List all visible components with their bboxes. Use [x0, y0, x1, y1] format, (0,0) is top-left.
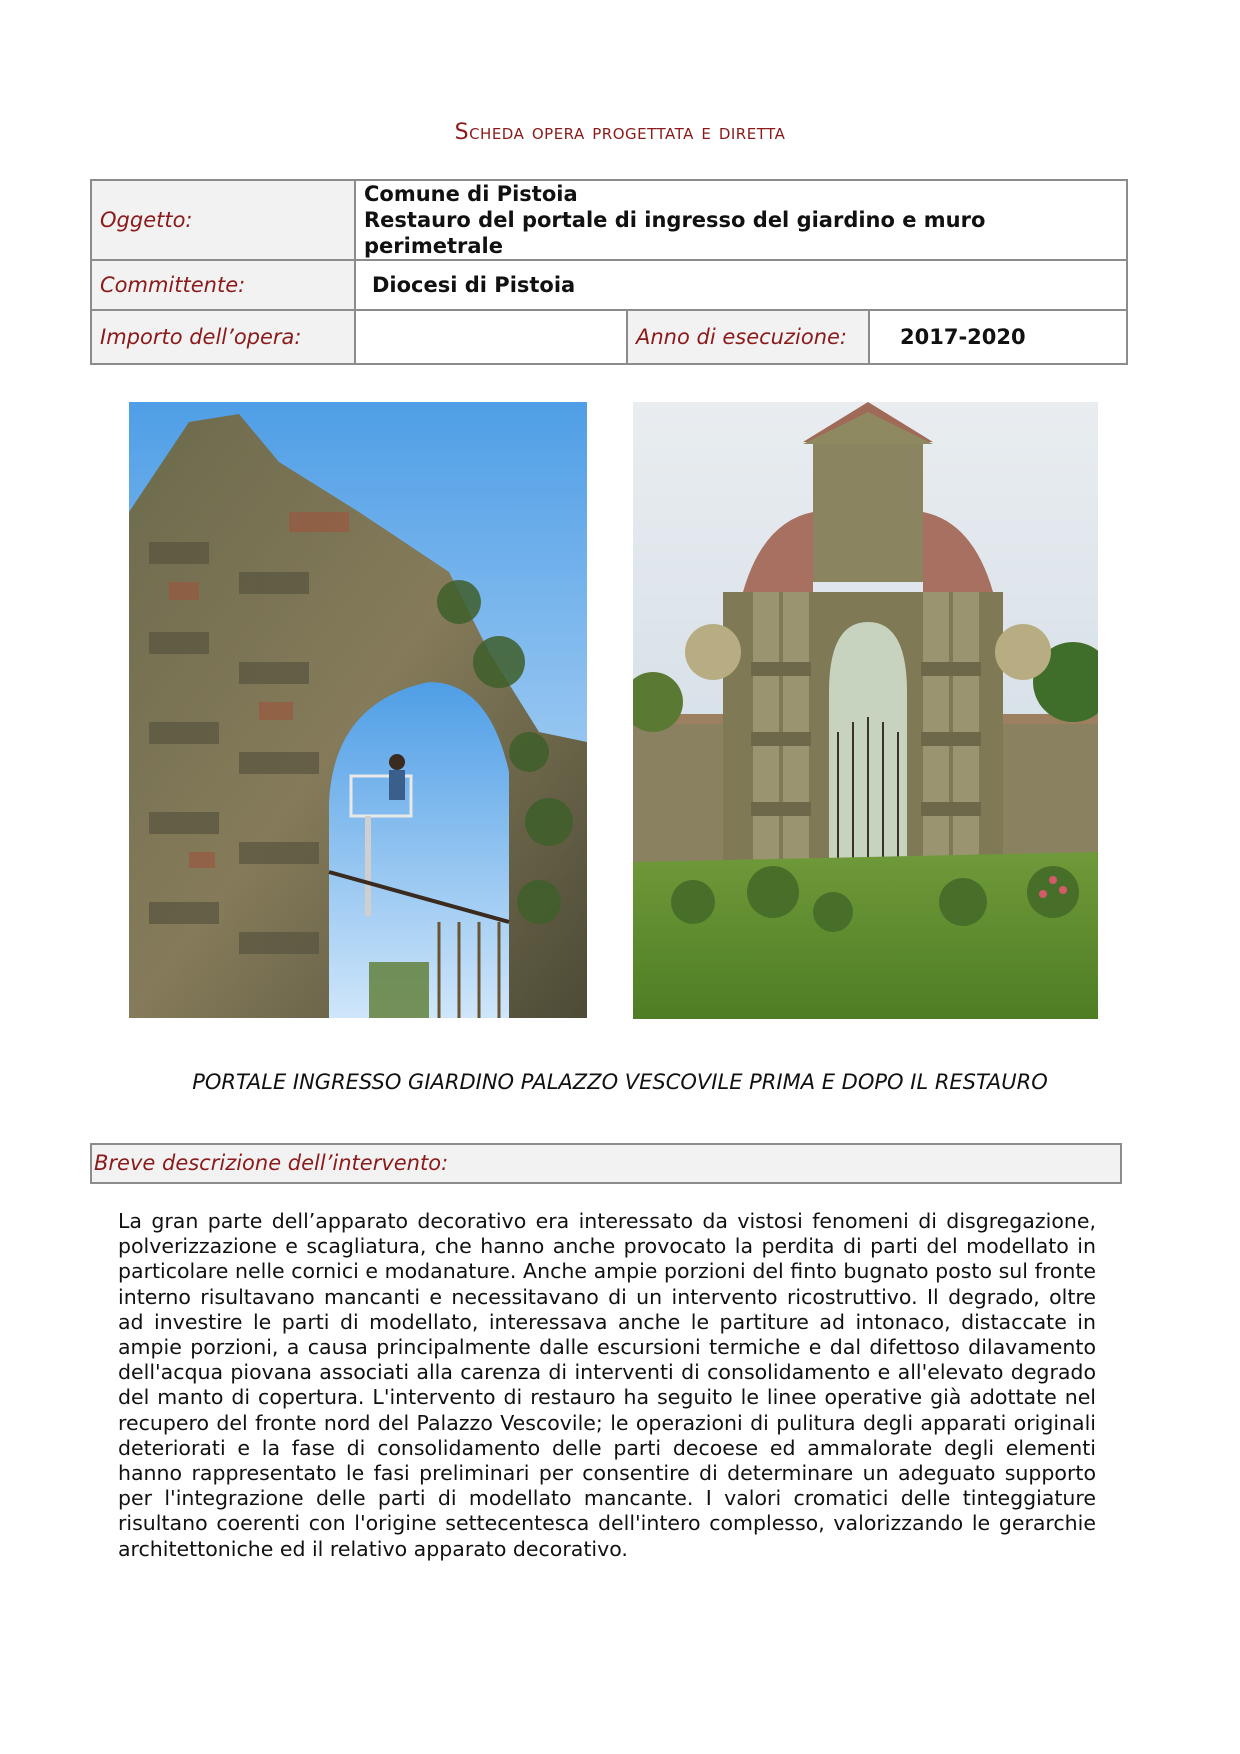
- importo-value: [355, 310, 627, 364]
- committente-value: Diocesi di Pistoia: [355, 260, 1127, 310]
- row-committente: [91, 260, 1127, 310]
- description-text: La gran parte dell’apparato decorativo era interessato da vistosi fenomeni di disgregazione, polverizzazione e scagliatura, che hanno anche provocato la perdita di parti del modellato in particolare nelle cornici e modanature. Anche ampie porzioni del finto bugnato posto sul fronte interno risultavano mancanti e necessitavano di un intervento ricostruttivo. Il degrado, oltre ad investire le parti di modellato, interessava anche le partiture ad intonaco, distaccate in ampie porzioni, a causa principalmente dalle escursioni termiche e dal difettoso dilavamento dell'acqua piovana associati alla carenza di interventi di consolidamento e all'elevato degrado del manto di copertura. L'intervento di restauro ha seguito le linee operative già adottate nel recupero del fronte nord del Palazzo Vescovile; le operazioni di pulitura degli apparati originali deteriorati e la fase di consolidamento delle parti decoese ed ammalorate degli elementi hanno rappresentato le fasi preliminari per consentire di determinare un adeguato supporto per l'integrazione delle parti di modellato mancante. I valori cromatici delle tinteggiature risultano coerenti con l'origine settecentesca dell'intero complesso, valorizzando le gerarchie architettoniche ed il relativo apparato decorativo.: [118, 1209, 1096, 1561]
- photo-caption: PORTALE INGRESSO GIARDINO PALAZZO VESCOVILE PRIMA E DOPO IL RESTAURO: [192, 1070, 1048, 1094]
- anno-value: 2017-2020: [869, 310, 1127, 364]
- row-oggetto: [91, 180, 1127, 260]
- oggetto-label: Oggetto:: [91, 180, 355, 260]
- committente-label: Committente:: [91, 260, 355, 310]
- anno-label: Anno di esecuzione:: [627, 310, 869, 364]
- description-heading: Breve descrizione dell’intervento:: [90, 1143, 1122, 1184]
- oggetto-value: [355, 180, 1127, 260]
- page-title: Scheda opera progettata e diretta: [454, 120, 786, 145]
- project-info-table: [90, 179, 1128, 365]
- row-importo-anno: [91, 310, 1127, 364]
- oggetto-line2: Restauro del portale di ingresso del giardino e muro perimetrale: [364, 208, 986, 258]
- importo-label: Importo dell’opera:: [91, 310, 355, 364]
- photo-after-restoration: [633, 402, 1098, 1019]
- photo-before-restoration: [129, 402, 587, 1018]
- oggetto-line1: Comune di Pistoia: [364, 182, 578, 206]
